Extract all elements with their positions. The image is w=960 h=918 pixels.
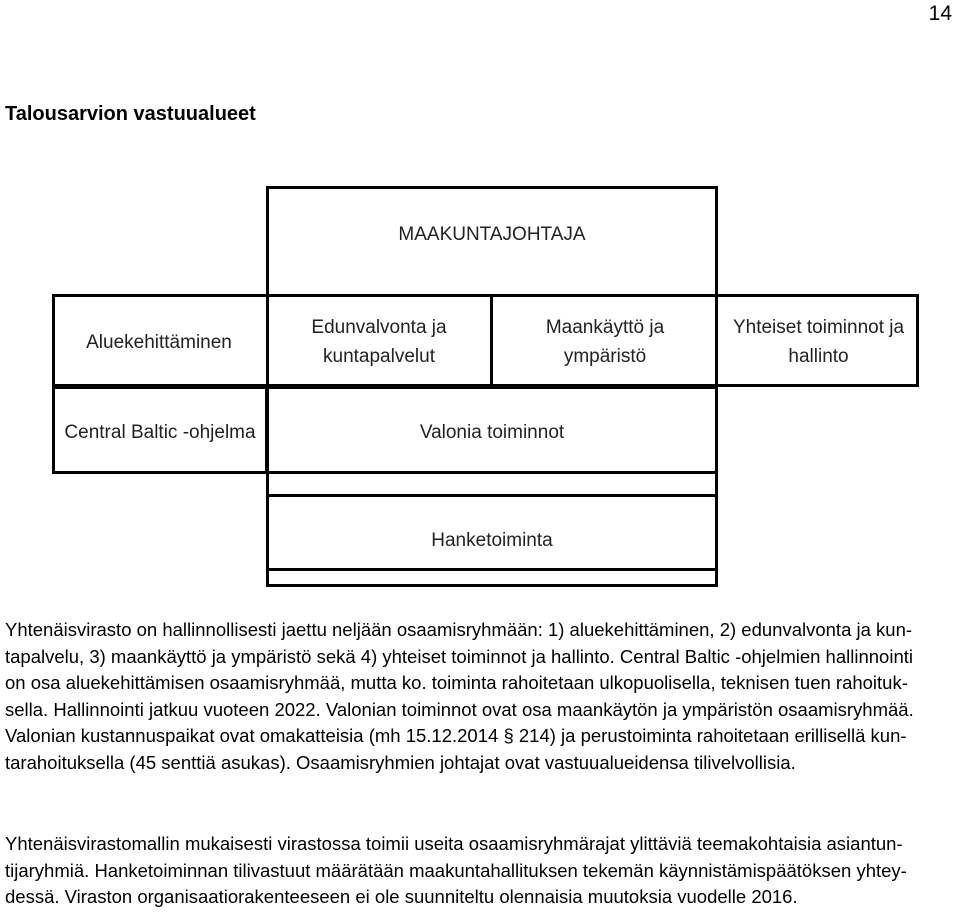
page-number: 14 xyxy=(928,2,952,25)
text-line: tapalvelu, 3) maankäyttö ja ympäristö sekä 4) yhteiset toiminnot ja hallinto. Central Baltic -ohjelmien hallinnointi xyxy=(5,645,913,667)
label-line: ympäristö xyxy=(563,346,647,367)
label-maakuntajohtaja: MAAKUNTAJOHTAJA xyxy=(398,224,586,245)
label-line: kuntapalvelut xyxy=(323,346,435,367)
text-line: on osa aluekehittämisen osaamisryhmää, mutta ko. toiminta rahoitetaan ulkopuolisella, teknisen tuen rahoituk- xyxy=(5,672,908,693)
label-aluekehittaminen xyxy=(52,328,266,357)
text-line: Yhtenäisvirasto on hallinnollisesti jaettu neljään osaamisryhmään: 1) aluekehittäminen, 2) edunvalvonta ja kun- xyxy=(5,619,913,640)
label-line: Edunvalvonta ja xyxy=(311,317,447,338)
label-line: hallinto xyxy=(788,346,849,367)
text-line: tarahoituksella (45 senttiä asukas). Osaamisryhmien johtajat ovat vastuualueidensa tilivelvollisia. xyxy=(5,751,796,773)
label-line: Maankäyttö ja xyxy=(545,317,665,338)
paragraph-osaamisryhmat xyxy=(5,617,955,776)
label-valonia: Valonia toiminnot xyxy=(419,422,565,443)
text-line: tijaryhmiä. Hanketoiminnan tilivastuut määrätään maakuntahallituksen tekemän käynnistämispäätöksen yhtey- xyxy=(5,859,907,881)
text-line: Yhtenäisvirastomallin mukaisesti virastossa toimii useita osaamisryhmärajat ylittäviä teemakohtaisia asiantun- xyxy=(5,833,903,854)
label-yhteiset-toiminnot xyxy=(718,313,919,371)
label-line: Aluekehittäminen xyxy=(86,332,232,353)
section-title: Talousarvion vastuualueet xyxy=(5,103,256,125)
paragraph-yhtenaisvirastomalli xyxy=(5,831,955,911)
label-central-baltic: Central Baltic -ohjelma xyxy=(64,422,256,443)
text-line: sella. Hallinnointi jatkuu vuoteen 2022. Valonian toiminnot ovat osa maankäytön ja ympäristön osaamisryhmää. xyxy=(5,698,914,720)
text-line: Valonian kustannuspaikat ovat omakatteisia (mh 15.12.2014 § 214) ja perustoiminta rahoitetaan erillisellä kun- xyxy=(5,725,907,746)
label-maankaytto xyxy=(492,313,718,371)
text-line: dessä. Viraston organisaatiorakenteeseen ei ole suunniteltu olennaisia muutoksia vuodelle 2016. xyxy=(5,886,798,907)
label-hanketoiminta: Hanketoiminta xyxy=(431,530,553,551)
label-edunvalvonta xyxy=(266,313,492,371)
label-line: Yhteiset toiminnot ja xyxy=(732,317,905,338)
